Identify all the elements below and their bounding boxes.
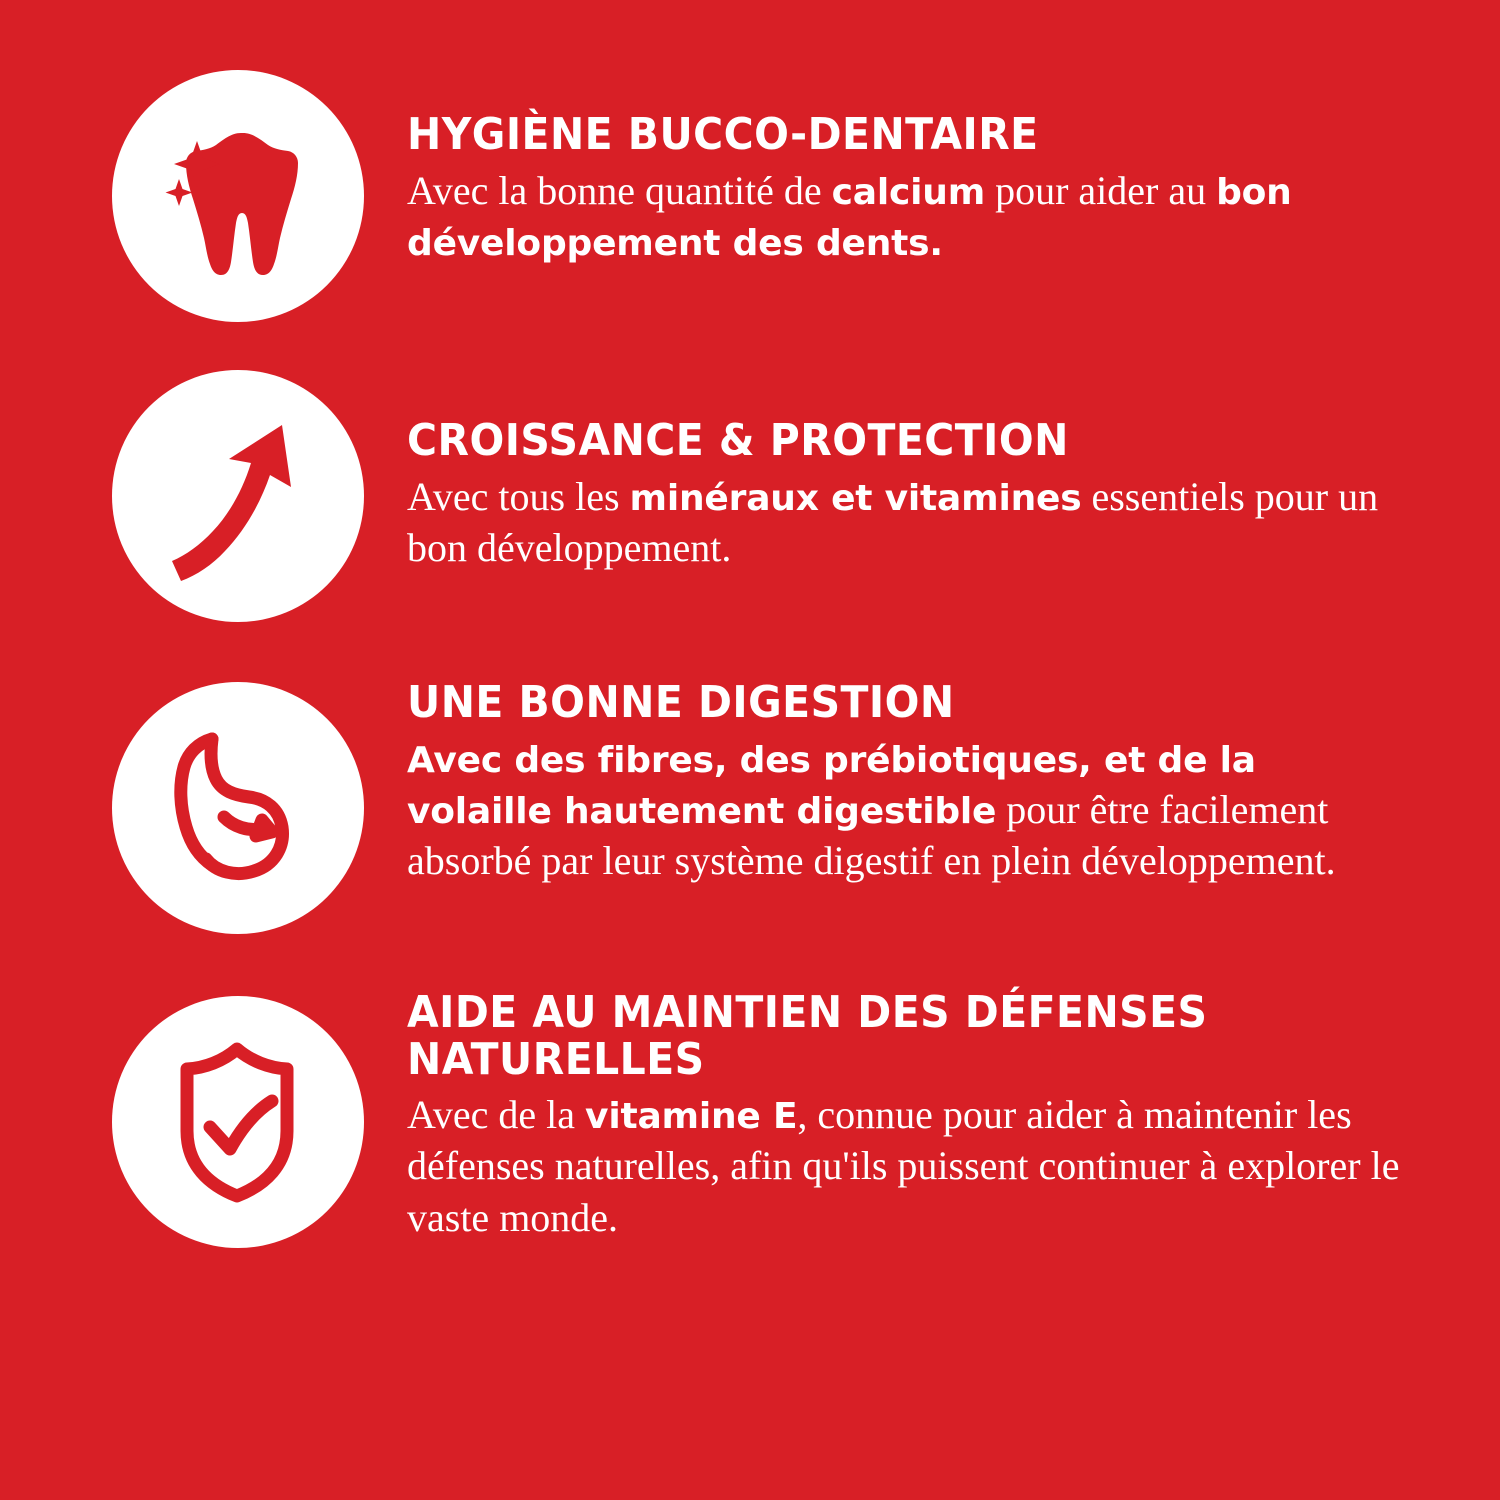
icon-circle <box>112 370 364 622</box>
growth-arrow-icon <box>150 409 325 584</box>
shield-check-icon <box>150 1035 325 1210</box>
benefit-item-natural-defenses <box>110 972 1440 1248</box>
benefit-icon-container <box>110 70 365 322</box>
benefit-list <box>110 70 1440 1248</box>
benefit-item-oral-hygiene <box>110 70 1440 322</box>
icon-circle <box>112 70 364 322</box>
benefit-item-growth-protection <box>110 360 1440 622</box>
benefit-text-container <box>407 70 1407 267</box>
benefit-body: Avec de la vitamine E, connue pour aider à maintenir les défenses naturelles, afin qu'ils puissent continuer à explorer le vaste monde. <box>407 1092 1400 1240</box>
benefit-text-container <box>407 360 1407 573</box>
benefit-icon-container <box>110 660 365 934</box>
benefit-title: UNE BONNE DIGESTION <box>407 677 955 728</box>
benefit-title: HYGIÈNE BUCCO-DENTAIRE <box>407 109 1039 160</box>
stomach-digestion-icon <box>150 721 325 896</box>
benefit-body: Avec tous les minéraux et vitamines essentiels pour un bon développement. <box>407 473 1379 570</box>
icon-circle <box>112 682 364 934</box>
benefit-body: Avec des fibres, des prébiotiques, et de la volaille hautement digestible pour être facilement absorbé par leur système digestif en plein développement. <box>407 739 1336 883</box>
benefit-icon-container <box>110 360 365 622</box>
icon-circle <box>112 996 364 1248</box>
benefit-text-container <box>407 660 1407 886</box>
benefit-item-digestion <box>110 660 1440 934</box>
benefit-title: AIDE AU MAINTIEN DES DÉFENSES NATURELLES <box>407 987 1208 1085</box>
benefit-title: CROISSANCE & PROTECTION <box>407 415 1069 466</box>
benefit-body: Avec la bonne quantité de calcium pour aider au bon développement des dents. <box>407 167 1292 264</box>
benefit-icon-container <box>110 972 365 1248</box>
benefit-text-container <box>407 972 1407 1243</box>
tooth-sparkle-icon <box>153 111 323 281</box>
